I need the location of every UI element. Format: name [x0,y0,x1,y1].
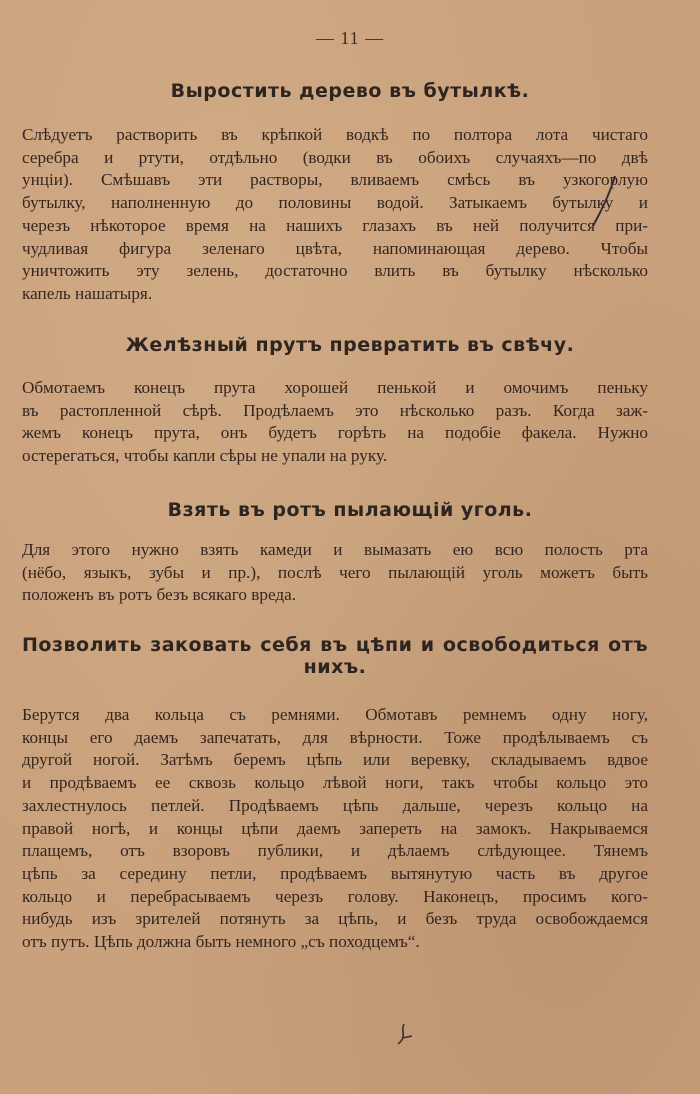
paragraph-line: отъ путъ. Цѣпь должна быть немного „съ походцемъ“. [22,932,420,952]
paragraph-line: кольцо и перебрасываемъ черезъ голову. Наконецъ, просимъ кого- [22,886,648,906]
section-1-title: Выростить дерево въ бутылкѣ. [170,80,530,102]
paragraph-line: уничтожить эту зелень, достаточно влить въ бутылку нѣсколько [22,261,648,281]
paragraph-line: черезъ нѣкоторое время на нашихъ глазахъ въ ней получится при- [22,215,648,235]
paragraph-line: другой ногой. Затѣмъ беремъ цѣпь или веревку, складываемъ вдвое [22,750,648,770]
paragraph-line: цѣпь за середину петли, продѣваемъ вытянутую часть въ другое [22,863,648,883]
ink-squiggle-mark [392,1022,416,1052]
paragraph-line: Для этого нужно взять камеди и вымазать ею всю полость рта [22,540,648,559]
section-4-title [22,634,648,678]
paragraph-line: серебра и ртути, отдѣльно (водки въ обоихъ случаяхъ—по двѣ [22,147,648,167]
paragraph-line: и продѣваемъ ее сквозь кольцо лѣвой ноги, такъ чтобы кольцо это [22,773,648,793]
paragraph-line: концы его даемъ запечатать, для вѣрности. Тоже продѣлываемъ съ [22,727,648,747]
paragraph-line: положенъ въ ротъ безъ всякаго вреда. [22,585,297,605]
paragraph-line: Обмотаемъ конецъ прута хорошей пенькой и омочимъ пеньку [22,378,648,397]
paragraph-line: капель нашатыря. [22,283,153,303]
section-4-title-line-2: нихъ. [303,656,367,678]
paragraph-line: захлестнулось петлей. Продѣваемъ цѣпь дальше, черезъ кольцо на [22,795,648,815]
page-number: — 11 — [315,28,385,48]
section-4-title-line-1: Позволить заковать себя въ цѣпи и освободиться отъ [22,634,648,656]
pen-stroke-mark [585,172,625,232]
paragraph-line: бутылку, наполненную до половины водой. Затыкаемъ бутылку и [22,193,648,213]
section-1-paragraph [22,124,648,306]
paragraph-line: унціи). Смѣшавъ эти растворы, вливаемъ смѣсь въ узкогорлую [22,170,648,190]
paragraph-line: правой ногѣ, и концы цѣпи даемъ запереть на замокъ. Накрываемся [22,818,648,838]
section-3-paragraph [22,539,648,607]
paragraph-line: остерегаться, чтобы капли сѣры не упали на руку. [22,446,388,466]
paragraph-line: чудливая фигура зеленаго цвѣта, напоминающая дерево. Чтобы [22,238,648,258]
section-3-title: Взять въ ротъ пылающій уголь. [167,499,533,521]
section-2-paragraph [22,377,648,468]
paragraph-line: нибудь изъ зрителей потянуть за цѣпь, и безъ труда освобождаемся [22,909,648,929]
paragraph-line: Берутся два кольца съ ремнями. Обмотавъ ремнемъ одну ногу, [22,705,648,724]
section-4-paragraph [22,704,648,954]
paragraph-line: въ растопленной сѣрѣ. Продѣлаемъ это нѣсколько разъ. Когда заж- [22,400,648,420]
section-2-title: Желѣзный прутъ превратить въ свѣчу. [125,334,575,356]
paragraph-line: жемъ конецъ прута, онъ будетъ горѣть на подобіе факела. Нужно [22,423,648,443]
paragraph-line: (нёбо, языкъ, зубы и пр.), послѣ чего пылающій уголь можетъ быть [22,562,648,582]
paragraph-line: плащемъ, отъ взоровъ публики, и дѣлаемъ слѣдующее. Тянемъ [22,841,648,861]
paragraph-line: Слѣдуетъ растворить въ крѣпкой водкѣ по полтора лота чистаго [22,125,648,144]
